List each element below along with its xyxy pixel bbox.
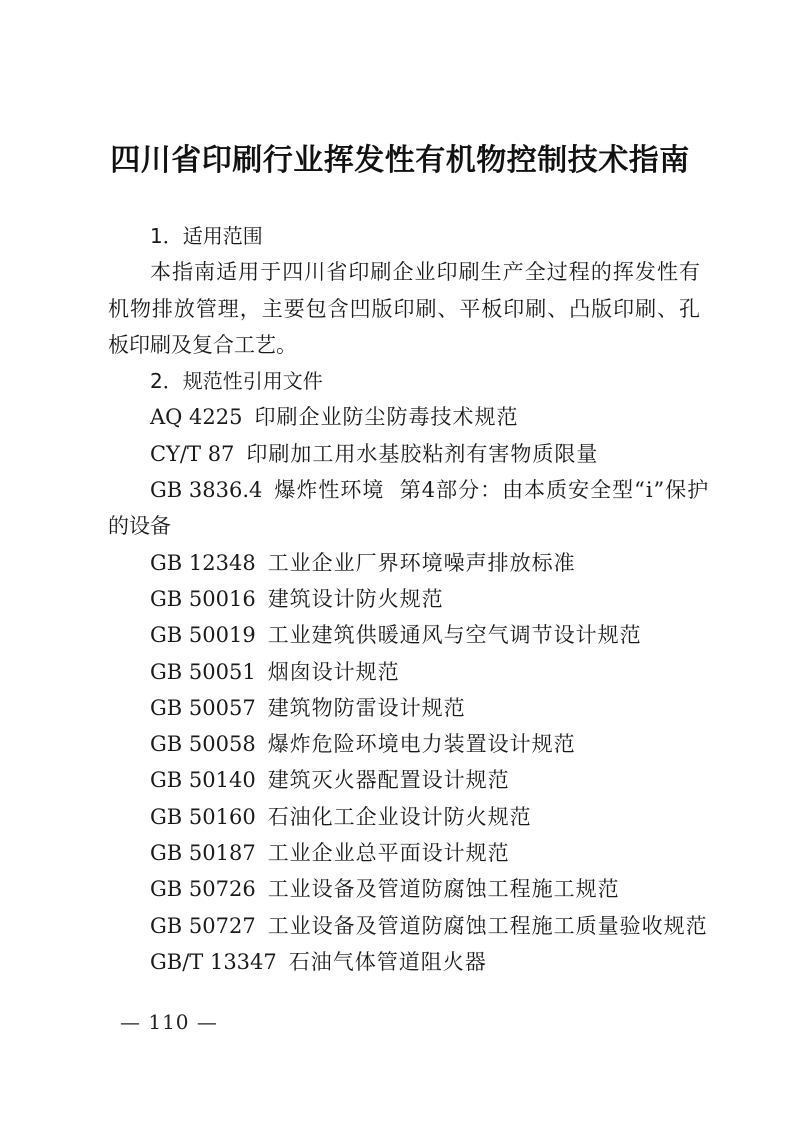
reference-name: 爆炸危险环境电力装置设计规范: [267, 732, 576, 757]
reference-code: GB 3836.4: [150, 478, 263, 503]
reference-item: [108, 835, 700, 871]
reference-item: [108, 690, 700, 726]
reference-name: 印刷企业防尘防毒技术规范: [254, 405, 519, 430]
reference-name: 石油化工企业设计防火规范: [267, 804, 532, 829]
reference-code: GB 50160: [150, 804, 256, 829]
reference-code: GB 50140: [150, 768, 256, 793]
reference-name: 爆炸性环境 第4部分：由本质安全型“i”保护: [274, 478, 710, 503]
reference-code: GB 50051: [150, 659, 256, 684]
reference-name: 工业设备及管道防腐蚀工程施工规范: [267, 877, 620, 902]
page-number: — 110 —: [120, 1010, 218, 1034]
reference-name: 工业设备及管道防腐蚀工程施工质量验收规范: [267, 913, 708, 938]
reference-item: [108, 399, 700, 435]
reference-code: GB 12348: [150, 550, 256, 575]
document-body: [108, 218, 710, 980]
reference-code: GB 50058: [150, 732, 256, 757]
reference-name: 工业企业总平面设计规范: [267, 841, 510, 866]
section-1-heading: 1．适用范围: [150, 224, 263, 248]
reference-name: 印刷加工用水基胶粘剂有害物质限量: [246, 441, 599, 466]
reference-item: [108, 472, 710, 508]
reference-code: GB 50057: [150, 695, 256, 720]
reference-code: GB 50187: [150, 841, 256, 866]
reference-item: [108, 436, 700, 472]
reference-item: [108, 617, 700, 653]
reference-code: GB 50016: [150, 586, 256, 611]
reference-name: 烟囱设计规范: [267, 659, 400, 684]
reference-item: [108, 726, 700, 762]
document-title: 四川省印刷行业挥发性有机物控制技术指南: [110, 143, 690, 178]
reference-code: GB 50727: [150, 913, 256, 938]
reference-code: GB/T 13347: [150, 949, 277, 974]
reference-item: [108, 944, 700, 980]
reference-item: [108, 762, 700, 798]
reference-code: CY/T 87: [150, 441, 235, 466]
section-2-heading: 2．规范性引用文件: [150, 369, 323, 394]
section-1-paragraph-line: 机物排放管理，主要包含凹版印刷、平板印刷、凸版印刷、孔: [108, 296, 700, 321]
reference-code: GB 50019: [150, 623, 256, 648]
reference-name: 石油气体管道阻火器: [288, 949, 487, 974]
reference-item: [108, 799, 700, 835]
reference-item: [108, 545, 700, 581]
reference-item: [108, 908, 708, 944]
reference-code: GB 50726: [150, 877, 256, 902]
reference-item: [108, 654, 700, 690]
reference-item: [108, 871, 700, 907]
section-1-paragraph-line: 板印刷及复合工艺。: [108, 332, 297, 357]
reference-continuation: 的设备: [108, 514, 171, 539]
reference-name: 工业企业厂界环境噪声排放标准: [267, 550, 576, 575]
reference-code: AQ 4225: [150, 405, 243, 430]
section-1-paragraph-line: 本指南适用于四川省印刷企业印刷生产全过程的挥发性有: [150, 260, 700, 285]
reference-name: 工业建筑供暖通风与空气调节设计规范: [267, 623, 642, 648]
reference-item: [108, 581, 700, 617]
reference-name: 建筑物防雷设计规范: [267, 695, 466, 720]
reference-name: 建筑灭火器配置设计规范: [267, 768, 510, 793]
reference-name: 建筑设计防火规范: [267, 586, 444, 611]
